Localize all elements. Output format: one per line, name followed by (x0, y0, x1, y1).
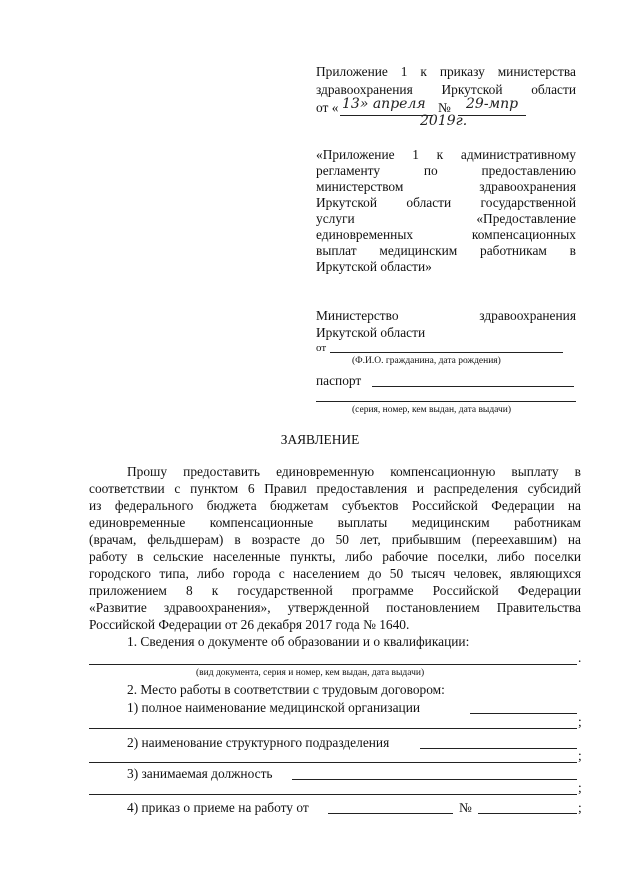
item-2-label: 2. Место работы в соответствии с трудовым договором: (127, 682, 445, 697)
from-label: от (316, 342, 327, 354)
number-underline (458, 115, 526, 116)
order-number-label: № (459, 800, 472, 815)
document-title: ЗАЯВЛЕНИЕ (280, 432, 360, 447)
education-caption: (вид документа, серия и номер, кем выдан, дата выдачи) (196, 668, 425, 678)
position-field[interactable] (292, 779, 577, 780)
body-line: приложением 8 к государственной программе Российской Федерации (89, 583, 581, 598)
item-2-3-semicolon: ; (578, 780, 582, 795)
body-line: Прошу предоставить единовременную компенсационную выплату в (127, 464, 581, 479)
regulation-line: единовременных компенсационных (316, 227, 576, 242)
regulation-line: Иркутской области государственной (316, 195, 576, 210)
appendix-line-1: Приложение 1 к приказу министерства (316, 64, 576, 79)
regulation-line: «Приложение 1 к административному (316, 147, 576, 162)
handwritten-year: 2019г. (420, 113, 468, 129)
education-field[interactable] (89, 664, 577, 665)
organization-field[interactable] (470, 713, 577, 714)
passport-field[interactable] (372, 386, 574, 387)
from-field[interactable] (330, 352, 563, 353)
regulation-line: выплат медицинским работникам в (316, 243, 576, 258)
body-line: из федерального бюджета бюджетам субъектов Российской Федерации на (89, 498, 581, 513)
regulation-line: министерством здравоохранения (316, 179, 576, 194)
passport-caption: (серия, номер, кем выдан, дата выдачи) (352, 405, 512, 415)
order-date-field[interactable] (328, 813, 453, 814)
department-field[interactable] (420, 748, 577, 749)
regulation-line-last: Иркутской области» (316, 259, 432, 274)
order-number-field[interactable] (478, 813, 577, 814)
regulation-block (316, 147, 576, 275)
item-2-4-label: 4) приказ о приеме на работу от (127, 800, 309, 815)
item-2-4-semicolon: ; (578, 800, 582, 815)
item-2-1-semicolon: ; (578, 714, 582, 729)
appendix-date-prefix: от « (316, 100, 339, 115)
body-line: (врачам, фельдшерам) в возрасте до 50 лет, прибывшим (переехавшим) на (89, 532, 581, 547)
department-field-2[interactable] (89, 762, 577, 763)
body-line: «Развитие здравоохранения», утвержденной постановлением Правительства (89, 600, 581, 615)
body-line: соответствии с пунктом 6 Правил предоставления и распределения субсидий (89, 481, 581, 496)
appendix-number-label: № (438, 100, 451, 115)
item-2-2-label: 2) наименование структурного подразделения (127, 735, 390, 750)
body-line: городского типа, либо города с населением до 50 тысяч человек, являющихся (89, 566, 581, 581)
handwritten-number: 29-мпр (466, 96, 519, 112)
passport-label: паспорт (316, 373, 362, 388)
item-1-label: 1. Сведения о документе об образовании и о квалификации: (127, 634, 470, 649)
body-line: работу в сельские населенные пункты, либо рабочие поселки, либо поселки (89, 549, 581, 564)
handwritten-date: 13» апреля (342, 96, 426, 112)
item-2-2-semicolon: ; (578, 748, 582, 763)
regulation-line: услуги «Предоставление (316, 211, 576, 226)
regulation-line: регламенту по предоставлению (316, 163, 576, 178)
body-line: единовременные компенсационные выплаты медицинским работникам (89, 515, 581, 530)
addressee-line-1: Министерство здравоохранения (316, 308, 576, 323)
from-caption: (Ф.И.О. гражданина, дата рождения) (352, 356, 501, 366)
organization-field-2[interactable] (89, 728, 577, 729)
item-1-period: . (578, 650, 582, 665)
position-field-2[interactable] (89, 794, 577, 795)
passport-field-2[interactable] (316, 401, 576, 402)
item-2-3-label: 3) занимаемая должность (127, 766, 273, 781)
addressee-line-2: Иркутской области (316, 325, 426, 340)
item-2-1-label: 1) полное наименование медицинской организации (127, 700, 421, 715)
body-line-last: Российской Федерации от 26 декабря 2017 года № 1640. (89, 617, 410, 632)
appendix-line-2: здравоохранения Иркутской области (316, 82, 576, 97)
